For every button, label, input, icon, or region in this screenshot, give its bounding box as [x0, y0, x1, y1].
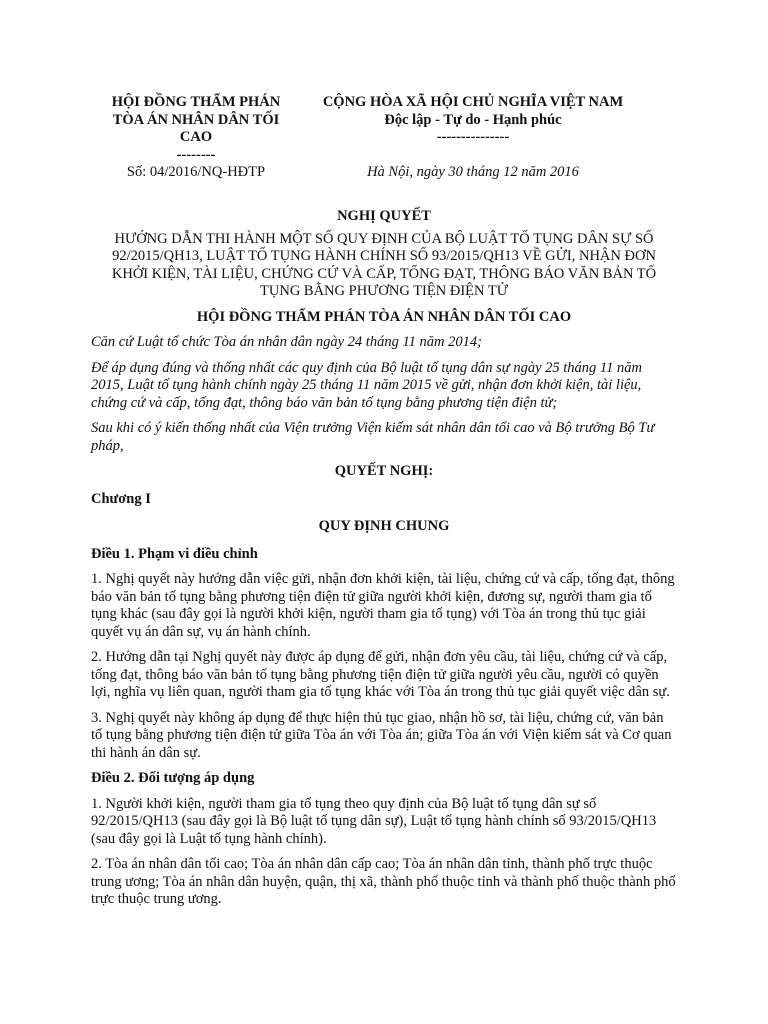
- chapter-title: QUY ĐỊNH CHUNG: [318, 518, 450, 534]
- place-and-date: Hà Nội, ngày 30 tháng 12 năm 2016: [367, 163, 579, 180]
- nation-name: CỘNG HÒA XÃ HỘI CHỦ NGHĨA VIỆT NAM: [322, 94, 624, 110]
- document-type: NGHỊ QUYẾT: [337, 208, 431, 224]
- article-1-clause-2: 2. Hướng dẫn tại Nghị quyết này được áp dụng để gửi, nhận đơn yêu cầu, tài liệu, chứng cứ và cấp, tống đạt, thông báo văn bản tố tụng bằng phương tiện điện tử giữa người yêu cầu, người có quyền lợi, nghĩa vụ liên quan, người tham gia tố tụng khác với Tòa án trong thủ tục giải quyết việc dân sự.: [91, 649, 670, 700]
- legal-basis-2: Để áp dụng đúng và thống nhất các quy định của Bộ luật tố tụng dân sự ngày 25 tháng 11 năm 2015, Luật tố tụng hành chính ngày 25 tháng 11 năm 2015 về gửi, nhận đơn khởi kiện, tài liệu, chứng cứ và cấp, tống đạt, thông báo văn bản tố tụng bằng phương tiện điện tử;: [91, 359, 642, 411]
- document-body: [91, 208, 677, 917]
- document-number: Số: 04/2016/NQ-HĐTP: [126, 164, 266, 180]
- legal-basis-3: Sau khi có ý kiến thống nhất của Viện trưởng Viện kiểm sát nhân dân tối cao và Bộ trưởng Bộ Tư pháp,: [91, 420, 655, 454]
- article-1-clause-3: 3. Nghị quyết này không áp dụng để thực hiện thủ tục giao, nhận hồ sơ, tài liệu, chứng cứ, văn bản tố tụng bằng phương tiện điện tử giữa Tòa án với Tòa án; giữa Tòa án với Viện kiểm sát và Cơ quan thi hành án dân sự.: [91, 709, 672, 761]
- article-2-title: Điều 2. Đối tượng áp dụng: [91, 770, 255, 786]
- chapter-label: Chương I: [91, 490, 151, 507]
- article-1-title: Điều 1. Phạm vi điều chỉnh: [91, 545, 258, 562]
- article-1-clause-1: 1. Nghị quyết này hướng dẫn việc gửi, nhận đơn khởi kiện, tài liệu, chứng cứ và cấp, tống đạt, thông báo văn bản tố tụng bằng phương tiện điện tử giữa người khởi kiện, đương sự, người tham gia tố tụng khác (sau đây gọi là người khởi kiện, người tham gia tố tụng) với Tòa án trong thủ tục giải quyết vụ án dân sự, vụ án hành chính.: [91, 571, 675, 640]
- national-heading-block: [301, 94, 645, 181]
- org-name-line-2: TÒA ÁN NHÂN DÂN TỐI: [112, 111, 280, 128]
- document-header: [91, 94, 677, 189]
- resolves-heading: QUYẾT NGHỊ:: [334, 463, 434, 479]
- article-2-clause-1: 1. Người khởi kiện, người tham gia tố tụng theo quy định của Bộ luật tố tụng dân sự số 92/2015/QH13 (sau đây gọi là Bộ luật tố tụng dân sự), Luật tố tụng hành chính số 93/2015/QH13 (sau đây gọi là Luật tố tụng hành chính).: [91, 795, 657, 847]
- org-name-line-3: CAO: [179, 129, 213, 145]
- org-divider: --------: [176, 146, 216, 163]
- org-name-line-1: HỘI ĐỒNG THẨM PHÁN: [111, 94, 281, 110]
- legal-basis-1: Căn cứ Luật tổ chức Tòa án nhân dân ngày 24 tháng 11 năm 2014;: [91, 334, 482, 350]
- issuer-heading: HỘI ĐỒNG THẨM PHÁN TÒA ÁN NHÂN DÂN TỐI CAO: [196, 308, 572, 325]
- document-subject: HƯỚNG DẪN THI HÀNH MỘT SỐ QUY ĐỊNH CỦA BỘ LUẬT TỐ TỤNG DÂN SỰ SỐ 92/2015/QH13, LUẬT TỐ TỤNG HÀNH CHÍNH SỐ 93/2015/QH13 VỀ GỬI, NHẬN ĐƠN KHỞI KIỆN, TÀI LIỆU, CHỨNG CỨ VÀ CẤP, TỐNG ĐẠT, THÔNG BÁO VĂN BẢN TỐ TỤNG BẰNG PHƯƠNG TIỆN ĐIỆN TỬ: [111, 230, 657, 299]
- article-2-clause-2: 2. Tòa án nhân dân tối cao; Tòa án nhân dân cấp cao; Tòa án nhân dân tỉnh, thành phố trực thuộc trung ương; Tòa án nhân dân huyện, quận, thị xã, thành phố thuộc tỉnh và thành phố thuộc thành phố trực thuộc trung ương.: [91, 856, 676, 907]
- national-motto: Độc lập - Tự do - Hạnh phúc: [384, 111, 562, 128]
- motto-divider: ---------------: [436, 129, 510, 145]
- issuing-body-block: [91, 94, 301, 182]
